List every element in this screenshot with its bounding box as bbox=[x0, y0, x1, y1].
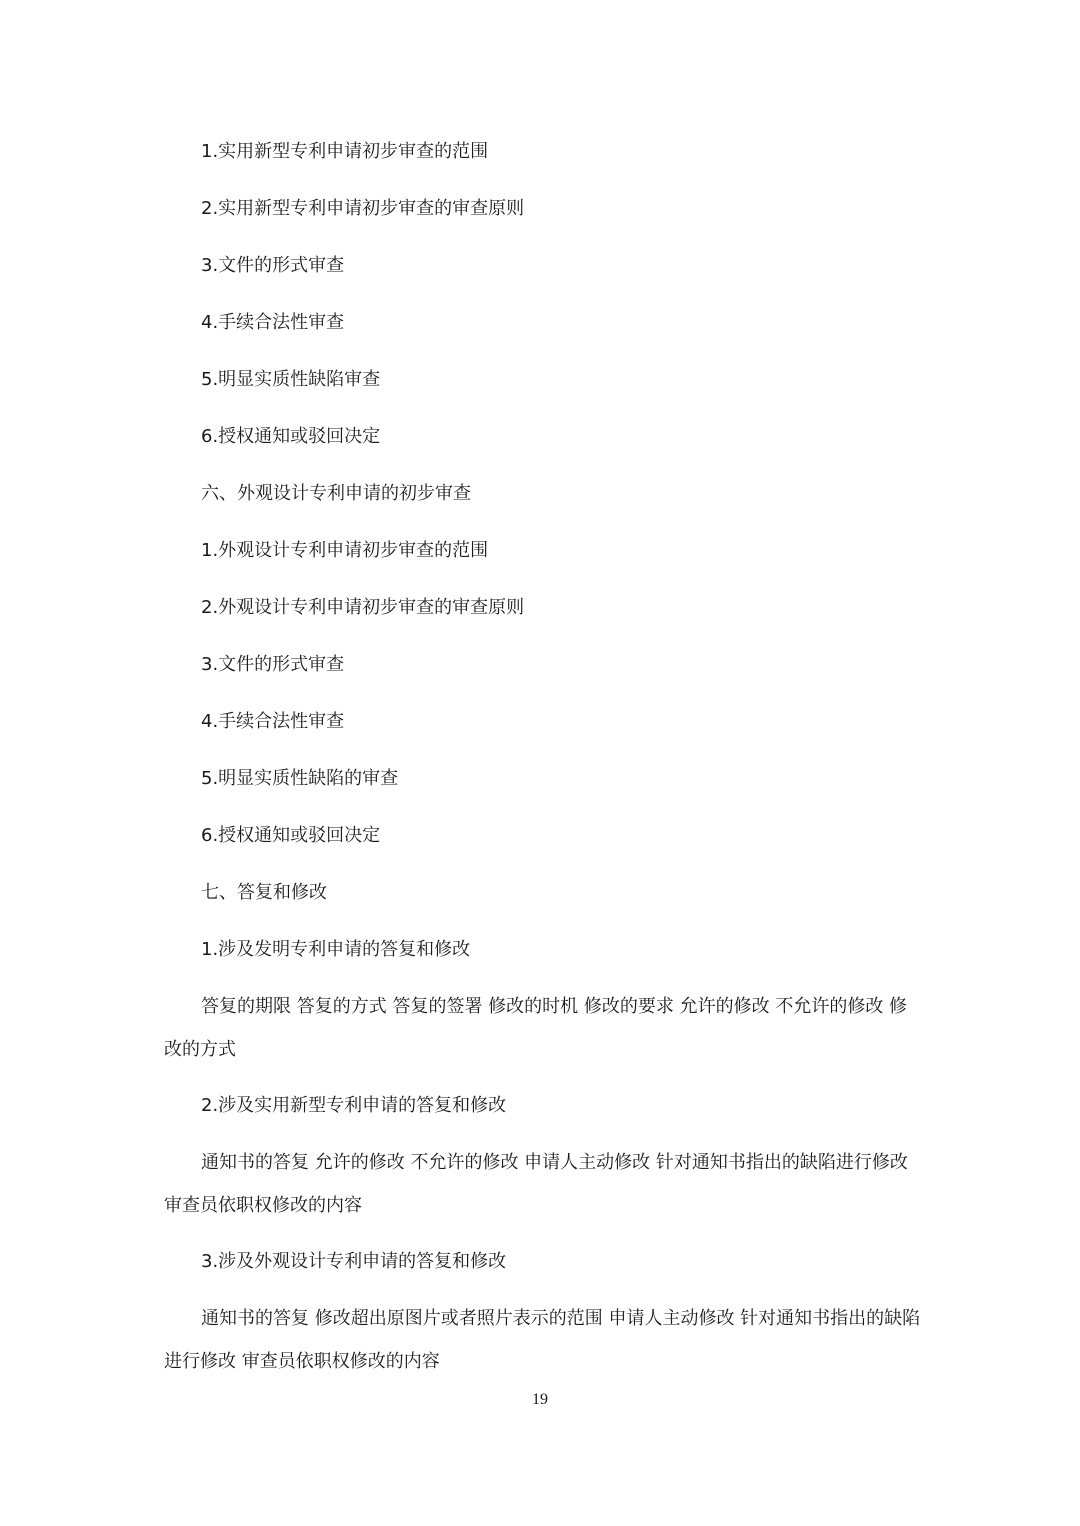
utility-model-item-3: 3.文件的形式审查 bbox=[201, 255, 345, 276]
utility-model-item-4: 4.手续合法性审查 bbox=[201, 312, 345, 333]
design-item-1: 1.外观设计专利申请初步审查的范围 bbox=[201, 540, 489, 561]
design-item-3: 3.文件的形式审查 bbox=[201, 654, 345, 675]
design-item-2: 2.外观设计专利申请初步审查的审查原则 bbox=[201, 597, 525, 618]
reply-item-1: 1.涉及发明专利申请的答复和修改 bbox=[201, 939, 471, 960]
reply-paragraph-1: 答复的期限 答复的方式 答复的签署 修改的时机 修改的要求 允许的修改 不允许的修改 修改的方式 bbox=[164, 996, 908, 1060]
reply-item-3: 3.涉及外观设计专利申请的答复和修改 bbox=[201, 1251, 507, 1272]
section-heading-6: 六、外观设计专利申请的初步审查 bbox=[201, 483, 471, 504]
reply-item-2: 2.涉及实用新型专利申请的答复和修改 bbox=[201, 1095, 507, 1116]
reply-paragraph-2: 通知书的答复 允许的修改 不允许的修改 申请人主动修改 针对通知书指出的缺陷进行修改 审查员依职权修改的内容 bbox=[164, 1152, 908, 1216]
utility-model-item-6: 6.授权通知或驳回决定 bbox=[201, 426, 381, 447]
utility-model-item-2: 2.实用新型专利申请初步审查的审查原则 bbox=[201, 198, 525, 219]
reply-paragraph-3: 通知书的答复 修改超出原图片或者照片表示的范围 申请人主动修改 针对通知书指出的缺陷进行修改 审查员依职权修改的内容 bbox=[164, 1308, 921, 1372]
design-item-4: 4.手续合法性审查 bbox=[201, 711, 345, 732]
design-item-6: 6.授权通知或驳回决定 bbox=[201, 825, 381, 846]
utility-model-item-5: 5.明显实质性缺陷审查 bbox=[201, 369, 381, 390]
design-item-5: 5.明显实质性缺陷的审查 bbox=[201, 768, 399, 789]
section-heading-7: 七、答复和修改 bbox=[201, 882, 327, 903]
page-number: 19 bbox=[532, 1391, 548, 1408]
utility-model-item-1: 1.实用新型专利申请初步审查的范围 bbox=[201, 141, 489, 162]
